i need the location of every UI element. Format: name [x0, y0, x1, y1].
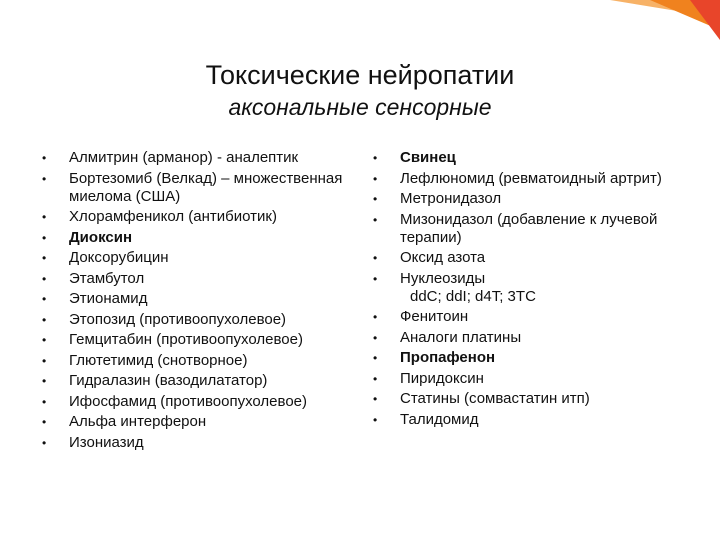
page-title: Токсические нейропатии: [205, 60, 515, 90]
bullet-icon: •: [42, 230, 47, 245]
bullet-icon: •: [373, 251, 378, 265]
list-item-text: Гидралазин (вазодилататор): [69, 372, 268, 389]
bullet-icon: •: [42, 435, 47, 450]
bullet-icon: •: [42, 251, 47, 265]
bullet-icon: •: [373, 271, 378, 286]
list-item: [42, 434, 352, 452]
decor-stripe-red: [690, 0, 720, 40]
list-item-text: Нуклеозиды: [400, 269, 486, 287]
list-item: [42, 208, 352, 226]
list-item: [42, 331, 352, 349]
list-item-text: Лефлюномид (ревматоидный артрит): [400, 169, 662, 187]
list-item: [373, 249, 673, 267]
bullet-icon: •: [373, 412, 378, 427]
bullet-icon: •: [42, 353, 47, 368]
bullet-icon: •: [373, 310, 378, 324]
bullet-icon: •: [42, 415, 47, 429]
bullet-icon: •: [42, 394, 47, 409]
list-item-text: Мизонидазол (добавление к лучевой терапии): [400, 210, 658, 246]
bullet-icon: •: [373, 151, 378, 165]
bullet-icon: •: [373, 330, 378, 345]
list-item-text: Этионамид: [69, 290, 148, 307]
list-item: [373, 149, 673, 167]
list-item: [42, 229, 352, 247]
left-column-list: [42, 149, 352, 454]
list-item: [373, 170, 673, 188]
list-item-text: Ифосфамид (противоопухолевое): [69, 392, 308, 410]
bullet-icon: •: [373, 192, 378, 206]
bullet-icon: •: [42, 210, 47, 224]
list-item: [42, 270, 352, 288]
list-item-text: Этопозид (противоопухолевое): [69, 310, 287, 328]
list-item: [373, 349, 673, 367]
list-item-text: Пропафенон: [400, 349, 496, 366]
list-item-text: Глютетимид (снотворное): [69, 351, 248, 369]
bullet-icon: •: [42, 151, 47, 165]
list-item-text: Аналоги платины: [400, 328, 522, 346]
list-item-text: Бортезомиб (Велкад) – множественная миелома (США): [69, 169, 343, 205]
list-item-text: Этамбутол: [69, 269, 145, 287]
bullet-icon: •: [42, 333, 47, 347]
list-item: [373, 390, 673, 408]
bullet-icon: •: [373, 212, 378, 227]
list-item-text: Диоксин: [69, 228, 133, 246]
list-item: [42, 393, 352, 411]
list-item-text: Хлорамфеникол (антибиотик): [69, 208, 277, 225]
bullet-icon: •: [42, 271, 47, 286]
list-item: [42, 372, 352, 390]
bullet-icon: •: [42, 374, 47, 388]
bullet-icon: •: [42, 292, 47, 306]
list-item: [42, 290, 352, 308]
bullet-icon: •: [42, 312, 47, 327]
list-item: [42, 249, 352, 267]
bullet-icon: •: [373, 392, 378, 406]
list-item: [373, 370, 673, 388]
bullet-icon: •: [373, 171, 378, 186]
list-item-text: Свинец: [400, 149, 456, 166]
list-item-text: Доксорубицин: [69, 249, 169, 266]
list-item: [42, 149, 352, 167]
list-item-text: Изониазид: [69, 433, 144, 451]
list-item-text: Фенитоин: [400, 308, 469, 325]
list-item-text: Статины (сомвастатин итп): [400, 390, 590, 407]
list-item: [42, 413, 352, 431]
list-item-text: Алмитрин (арманор) - аналептик: [69, 149, 299, 166]
list-item-text: Оксид азота: [400, 249, 486, 266]
list-item: [373, 190, 673, 208]
list-item: [373, 329, 673, 347]
list-item: [42, 311, 352, 329]
list-item-text: Пиридоксин: [400, 369, 484, 387]
list-item: [373, 270, 673, 306]
list-item: [42, 352, 352, 370]
list-item: [373, 308, 673, 326]
list-item: [373, 211, 673, 247]
bullet-icon: •: [373, 371, 378, 386]
right-column-list: [373, 149, 673, 431]
list-item: [373, 411, 673, 429]
page-subtitle: аксональные сенсорные: [228, 94, 492, 120]
list-item-text: Талидомид: [400, 410, 479, 428]
bullet-icon: •: [42, 171, 47, 186]
list-item-text: Альфа интерферон: [69, 413, 207, 430]
list-item: [42, 170, 352, 206]
list-item-subtext: ddC; ddI; d4T; 3TC: [410, 287, 536, 305]
list-item-text: Гемцитабин (противоопухолевое): [69, 331, 303, 348]
list-item-text: Метронидазол: [400, 190, 502, 207]
corner-decoration: [590, 0, 720, 40]
bullet-icon: •: [373, 351, 378, 365]
